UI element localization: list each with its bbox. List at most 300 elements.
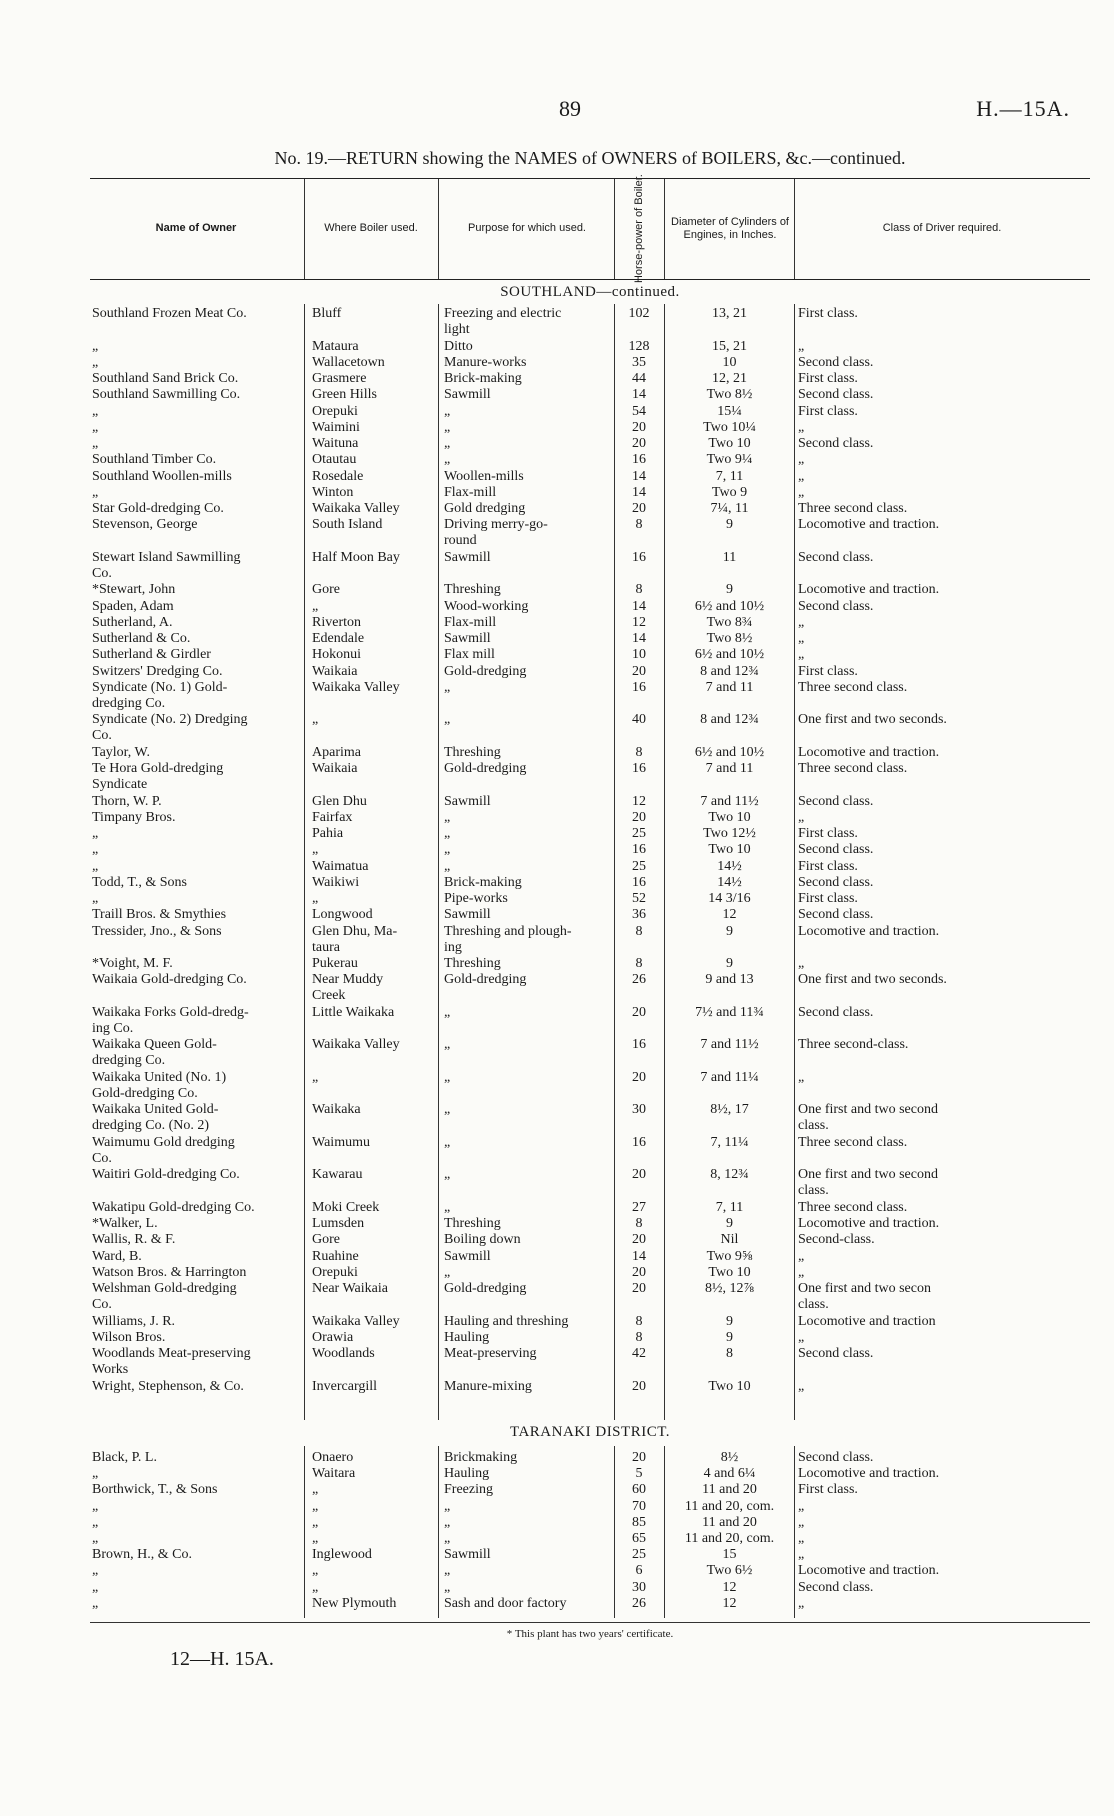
owner-cell: Ward, B. xyxy=(92,1248,142,1264)
where-cell: Grasmere xyxy=(312,371,367,386)
owner-cell: „ xyxy=(92,403,99,419)
cylinders-cell: 9 xyxy=(726,1216,733,1231)
driver-class-cell: Three second class. xyxy=(798,761,908,776)
purpose-cell: „ xyxy=(444,419,451,435)
owner-cell: Waikaka Queen Gold- dredging Co. xyxy=(92,1037,217,1069)
where-cell: Winton xyxy=(312,484,354,500)
where-cell: „ xyxy=(312,1531,319,1546)
cylinders-cell: 8½, 12⅞ xyxy=(705,1281,754,1296)
horse-power-cell: 36 xyxy=(632,907,646,923)
cylinders-cell: 7, 11 xyxy=(715,1199,744,1215)
purpose-cell: „ xyxy=(444,858,451,874)
where-cell: Fairfax xyxy=(312,809,353,825)
driver-class-cell: Second class. xyxy=(798,874,874,890)
horse-power-cell: 20 xyxy=(632,1264,646,1280)
driver-class-cell: Locomotive and traction xyxy=(798,1313,936,1329)
where-cell: Glen Dhu xyxy=(312,793,367,809)
owner-cell: „ xyxy=(92,1498,99,1514)
horse-power-cell: 8 xyxy=(635,1216,643,1231)
cylinders-cell: Two 10 xyxy=(708,1264,751,1280)
cylinders-cell: 11 and 20 xyxy=(702,1514,757,1530)
where-cell: Riverton xyxy=(312,614,361,630)
driver-class-cell: One first and two second class. xyxy=(798,1102,938,1134)
cylinders-cell: 11 xyxy=(722,549,737,565)
owner-cell: „ xyxy=(92,842,99,858)
owner-cell: Brown, H., & Co. xyxy=(92,1547,192,1563)
owner-cell: *Voight, M. F. xyxy=(92,956,173,971)
header-purpose: Purpose for which used. xyxy=(467,222,586,235)
purpose-cell: Sawmill xyxy=(444,907,491,923)
purpose-cell: Gold-dredging xyxy=(444,972,527,988)
horse-power-cell: 52 xyxy=(632,891,646,906)
owner-cell: Taylor, W. xyxy=(92,744,150,760)
cylinders-cell: 7 and 11½ xyxy=(700,1037,759,1053)
where-cell: „ xyxy=(312,842,319,858)
driver-class-cell: Second class. xyxy=(798,907,874,923)
horse-power-cell: 27 xyxy=(632,1199,646,1215)
horse-power-cell: 20 xyxy=(632,436,646,451)
driver-class-cell: Locomotive and traction. xyxy=(798,1216,940,1231)
cylinders-cell: 9 and 13 xyxy=(705,972,754,988)
where-cell: Edendale xyxy=(312,631,365,646)
where-cell: Waikaka Valley xyxy=(312,501,400,516)
owner-cell: Sutherland & Co. xyxy=(92,631,191,646)
purpose-cell: „ xyxy=(444,1037,451,1053)
owner-cell: Welshman Gold-dredging Co. xyxy=(92,1281,237,1312)
cylinders-cell: 8, 12¾ xyxy=(710,1167,749,1183)
driver-class-cell: Second class. xyxy=(798,436,874,451)
where-cell: Waikaka Valley xyxy=(312,1037,400,1053)
header-driver-class: Class of Driver required. xyxy=(882,222,1002,235)
page-header xyxy=(90,96,1090,126)
where-cell: Bluff xyxy=(312,306,342,321)
horse-power-cell: 20 xyxy=(632,1450,646,1465)
purpose-cell: Manure-mixing xyxy=(444,1378,532,1394)
where-cell: Waimatua xyxy=(312,858,369,874)
cylinders-cell: 12, 21 xyxy=(712,371,747,386)
cylinders-cell: Two 12½ xyxy=(703,826,756,841)
cylinders-cell: Two 10 xyxy=(708,436,751,451)
where-cell: Waitara xyxy=(312,1466,356,1482)
where-cell: Longwood xyxy=(312,907,373,923)
driver-class-cell: „ xyxy=(798,1514,805,1530)
owner-cell: „ xyxy=(92,858,99,874)
cylinders-cell: 7 and 11½ xyxy=(700,793,759,809)
purpose-cell: Hauling xyxy=(444,1329,490,1345)
cylinders-cell: 8½ xyxy=(720,1450,739,1465)
horse-power-cell: 20 xyxy=(632,1069,646,1085)
cylinders-cell: 7, 11¼ xyxy=(710,1134,749,1150)
cylinders-cell: 12 xyxy=(722,907,737,923)
driver-class-cell: First class. xyxy=(798,858,858,874)
driver-class-cell: „ xyxy=(798,1248,805,1264)
where-cell: Hokonui xyxy=(312,647,361,663)
driver-class-cell: Locomotive and traction. xyxy=(798,923,940,939)
horse-power-cell: 16 xyxy=(632,842,646,858)
where-cell: „ xyxy=(312,712,319,728)
horse-power-cell: 30 xyxy=(632,1102,646,1118)
purpose-cell: „ xyxy=(444,1579,451,1595)
purpose-cell: Brickmaking xyxy=(444,1450,518,1465)
owner-cell: Wilson Bros. xyxy=(92,1329,166,1345)
purpose-cell: „ xyxy=(444,403,451,419)
where-cell: Orepuki xyxy=(312,403,358,419)
driver-class-cell: „ xyxy=(798,1378,805,1394)
cylinders-cell: 9 xyxy=(726,956,733,971)
driver-class-cell: Locomotive and traction. xyxy=(798,582,940,598)
owner-cell: Syndicate (No. 1) Gold- dredging Co. xyxy=(92,679,228,711)
owner-cell: Star Gold-dredging Co. xyxy=(92,501,224,516)
purpose-cell: „ xyxy=(444,1069,451,1085)
purpose-cell: „ xyxy=(444,1498,451,1514)
purpose-cell: Threshing and plough- ing xyxy=(444,923,572,955)
driver-class-cell: „ xyxy=(798,338,805,354)
header-owner: Name of Owner xyxy=(155,222,237,235)
driver-class-cell: First class. xyxy=(798,306,858,321)
horse-power-cell: 20 xyxy=(632,1167,646,1183)
purpose-cell: „ xyxy=(444,1102,451,1118)
owner-cell: Waikaka Forks Gold-dredg- ing Co. xyxy=(92,1004,249,1036)
cylinders-cell: 6½ and 10½ xyxy=(694,647,765,663)
horse-power-cell: 60 xyxy=(632,1482,646,1498)
return-title: No. 19.—RETURN showing the NAMES of OWNERS of BOILERS, &c.—continued. xyxy=(274,148,906,168)
cylinders-cell: 4 and 6¼ xyxy=(703,1466,756,1482)
horse-power-cell: 20 xyxy=(632,1232,646,1248)
driver-class-cell: Locomotive and traction. xyxy=(798,744,940,760)
owner-cell: Wakatipu Gold-dredging Co. xyxy=(92,1199,255,1215)
horse-power-cell: 8 xyxy=(635,923,643,939)
driver-class-cell: First class. xyxy=(798,663,858,679)
horse-power-cell: 85 xyxy=(632,1514,646,1530)
cylinders-cell: 7 and 11 xyxy=(705,761,754,776)
horse-power-cell: 25 xyxy=(632,858,646,874)
owner-cell: „ xyxy=(92,354,99,370)
purpose-cell: „ xyxy=(444,1514,451,1530)
horse-power-cell: 14 xyxy=(632,484,646,500)
horse-power-cell: 20 xyxy=(632,663,646,679)
driver-class-cell: Second class. xyxy=(798,1004,874,1020)
purpose-cell: „ xyxy=(444,826,451,841)
cylinders-cell: 7½ and 11¾ xyxy=(695,1004,764,1020)
owner-cell: Stewart Island Sawmilling Co. xyxy=(92,549,241,581)
owner-cell: *Stewart, John xyxy=(92,582,176,598)
purpose-cell: Threshing xyxy=(444,582,501,598)
driver-class-cell: One first and two second class. xyxy=(798,1167,938,1199)
horse-power-cell: 65 xyxy=(632,1531,646,1546)
owner-cell: Te Hora Gold-dredging Syndicate xyxy=(92,761,224,792)
driver-class-cell: One first and two secon class. xyxy=(798,1281,931,1312)
owner-cell: „ xyxy=(92,1514,99,1530)
purpose-cell: Sawmill xyxy=(444,1547,491,1563)
cylinders-cell: 11 and 20, com. xyxy=(684,1531,775,1546)
driver-class-cell: First class. xyxy=(798,403,858,419)
owner-cell: Southland Frozen Meat Co. xyxy=(92,306,247,321)
owner-cell: Waikaka United (No. 1) Gold-dredging Co. xyxy=(92,1069,227,1101)
header-horse-power xyxy=(615,174,663,284)
where-cell: Aparima xyxy=(312,744,361,760)
cylinders-cell: 9 xyxy=(726,1313,733,1329)
horse-power-cell: 20 xyxy=(632,1378,646,1394)
horse-power-cell: 16 xyxy=(632,679,646,695)
driver-class-cell: Locomotive and traction. xyxy=(798,1466,940,1482)
cylinders-cell: 8 and 12¾ xyxy=(700,663,759,679)
cylinders-cell: Two 8½ xyxy=(706,387,753,403)
horse-power-cell: 16 xyxy=(632,452,646,468)
purpose-cell: Sawmill xyxy=(444,1248,491,1264)
where-cell: Pukerau xyxy=(312,956,358,971)
driver-class-cell: „ xyxy=(798,956,805,971)
driver-class-cell: First class. xyxy=(798,1482,858,1498)
driver-class-cell: Three second class. xyxy=(798,1199,908,1215)
driver-class-cell: „ xyxy=(798,1264,805,1280)
where-cell: Waikaia xyxy=(312,761,358,776)
cylinders-cell: 15 xyxy=(722,1547,737,1563)
horse-power-cell: 20 xyxy=(632,1004,646,1020)
purpose-cell: „ xyxy=(444,1264,451,1280)
owner-cell: Woodlands Meat-preserving Works xyxy=(92,1346,251,1377)
cylinders-cell: Two 9¼ xyxy=(706,452,753,468)
purpose-cell: „ xyxy=(444,842,451,858)
where-cell: Little Waikaka xyxy=(312,1004,395,1020)
where-cell: „ xyxy=(312,1579,319,1595)
owner-cell: „ xyxy=(92,436,99,451)
owner-cell: Southland Sand Brick Co. xyxy=(92,371,239,386)
driver-class-cell: „ xyxy=(798,1329,805,1345)
owner-cell: Waikaka United Gold- dredging Co. (No. 2) xyxy=(92,1102,219,1134)
where-cell: „ xyxy=(312,1514,319,1530)
owner-cell: Wright, Stephenson, & Co. xyxy=(92,1378,244,1394)
owner-cell: Watson Bros. & Harrington xyxy=(92,1264,247,1280)
cylinders-cell: 11 and 20 xyxy=(702,1482,757,1498)
owner-cell: „ xyxy=(92,419,99,435)
purpose-cell: Flax mill xyxy=(444,647,495,663)
horse-power-cell: 8 xyxy=(635,582,643,598)
cylinders-cell: Two 10¼ xyxy=(703,419,756,435)
horse-power-cell: 26 xyxy=(632,972,646,988)
cylinders-cell: 14½ xyxy=(717,874,742,890)
horse-power-cell: 12 xyxy=(632,614,646,630)
cylinders-cell: 8½, 17 xyxy=(710,1102,749,1118)
owner-cell: Stevenson, George xyxy=(92,517,198,533)
driver-class-cell: Second class. xyxy=(798,1450,874,1465)
horse-power-cell: 128 xyxy=(628,338,650,354)
purpose-cell: Threshing xyxy=(444,1216,501,1231)
purpose-cell: „ xyxy=(444,1134,451,1150)
horse-power-cell: 54 xyxy=(632,403,646,419)
owner-cell: Waitiri Gold-dredging Co. xyxy=(92,1167,240,1183)
driver-class-cell: Second class. xyxy=(798,1579,874,1595)
header-cylinders: Diameter of Cylinders of Engines, in Inches. xyxy=(671,215,789,241)
purpose-cell: Sawmill xyxy=(444,387,491,403)
horse-power-cell: 8 xyxy=(635,956,643,971)
purpose-cell: Sawmill xyxy=(444,631,491,646)
purpose-cell: Driving merry-go- round xyxy=(444,517,548,549)
horse-power-cell: 5 xyxy=(635,1466,643,1482)
cylinders-cell: Two 10 xyxy=(708,842,751,858)
purpose-cell: Hauling and threshing xyxy=(444,1313,569,1329)
cylinders-cell: 8 and 12¾ xyxy=(700,712,759,728)
driver-class-cell: „ xyxy=(798,484,805,500)
purpose-cell: „ xyxy=(444,1563,451,1579)
owner-cell: Sutherland, A. xyxy=(92,614,173,630)
owner-cell: Timpany Bros. xyxy=(92,809,176,825)
cylinders-cell: 6½ and 10½ xyxy=(694,744,765,760)
owner-cell: Southland Timber Co. xyxy=(92,452,217,468)
where-cell: Green Hills xyxy=(312,387,377,403)
cylinders-cell: 9 xyxy=(726,923,733,939)
driver-class-cell: Second class. xyxy=(798,793,874,809)
horse-power-cell: 40 xyxy=(632,712,646,728)
owner-cell: Sutherland & Girdler xyxy=(92,647,211,663)
horse-power-cell: 12 xyxy=(632,793,646,809)
horse-power-cell: 14 xyxy=(632,1248,646,1264)
cylinders-cell: 7¼, 11 xyxy=(710,501,749,516)
owner-cell: Waikaia Gold-dredging Co. xyxy=(92,972,247,988)
cylinders-cell: 10 xyxy=(722,354,737,370)
cylinders-cell: 7 and 11¼ xyxy=(700,1069,759,1085)
driver-class-cell: One first and two seconds. xyxy=(798,972,947,988)
driver-class-cell: Three second class. xyxy=(798,1134,908,1150)
owner-cell: „ xyxy=(92,1595,99,1611)
owner-cell: „ xyxy=(92,484,99,500)
where-cell: Invercargill xyxy=(312,1378,378,1394)
document-reference: H.—15A. xyxy=(976,96,1070,121)
where-cell: Half Moon Bay xyxy=(312,549,400,565)
purpose-cell: Sawmill xyxy=(444,549,491,565)
purpose-cell: „ xyxy=(444,1199,451,1215)
header-where: Where Boiler used. xyxy=(324,222,418,235)
purpose-cell: „ xyxy=(444,436,451,451)
driver-class-cell: Three second class. xyxy=(798,501,908,516)
horse-power-cell: 14 xyxy=(632,387,646,403)
purpose-cell: Brick-making xyxy=(444,874,522,890)
cylinders-cell: Two 6½ xyxy=(706,1563,753,1579)
where-cell: Gore xyxy=(312,582,340,598)
driver-class-cell: „ xyxy=(798,1069,805,1085)
owner-cell: Borthwick, T., & Sons xyxy=(92,1482,218,1498)
purpose-cell: Gold-dredging xyxy=(444,761,527,776)
where-cell: „ xyxy=(312,1482,319,1498)
where-cell: Waimumu xyxy=(312,1134,370,1150)
where-cell: Kawarau xyxy=(312,1167,363,1183)
horse-power-cell: 20 xyxy=(632,1281,646,1296)
cylinders-cell: Two 9⅝ xyxy=(706,1248,753,1264)
driver-class-cell: First class. xyxy=(798,371,858,386)
owner-cell: Tressider, Jno., & Sons xyxy=(92,923,222,939)
purpose-cell: Meat-preserving xyxy=(444,1346,537,1361)
horse-power-cell: 44 xyxy=(632,371,646,386)
purpose-cell: Gold-dredging xyxy=(444,663,527,679)
purpose-cell: „ xyxy=(444,1004,451,1020)
where-cell: „ xyxy=(312,1563,319,1579)
footer-reference: 12—H. 15A. xyxy=(170,1648,274,1670)
driver-class-cell: „ xyxy=(798,614,805,630)
page-number: 89 xyxy=(559,96,581,121)
driver-class-cell: Three second-class. xyxy=(798,1037,909,1053)
cylinders-cell: Nil xyxy=(720,1232,739,1248)
horse-power-cell: 42 xyxy=(632,1346,646,1361)
where-cell: New Plymouth xyxy=(312,1595,397,1611)
horse-power-cell: 8 xyxy=(635,1313,643,1329)
purpose-cell: Flax-mill xyxy=(444,484,497,500)
header-horse-power-text: Horse-power of Boiler. xyxy=(632,174,645,284)
where-cell: Pahia xyxy=(312,826,344,841)
cylinders-cell: 15, 21 xyxy=(712,338,747,354)
section-southland-title: SOUTHLAND—continued. xyxy=(500,284,680,300)
where-cell: Wallacetown xyxy=(312,354,385,370)
driver-class-cell: Locomotive and traction. xyxy=(798,1563,940,1579)
owner-cell: „ xyxy=(92,338,99,354)
purpose-cell: Boiling down xyxy=(444,1232,521,1248)
owner-cell: „ xyxy=(92,1531,99,1546)
owner-cell: Thorn, W. P. xyxy=(92,793,162,809)
where-cell: Inglewood xyxy=(312,1547,372,1563)
cylinders-cell: Two 9 xyxy=(711,484,748,500)
cylinders-cell: 14 3/16 xyxy=(708,891,751,906)
driver-class-cell: „ xyxy=(798,631,805,646)
where-cell: Ruahine xyxy=(312,1248,359,1264)
driver-class-cell: „ xyxy=(798,647,805,663)
purpose-cell: „ xyxy=(444,1167,451,1183)
where-cell: „ xyxy=(312,1069,319,1085)
horse-power-cell: 25 xyxy=(632,1547,646,1563)
where-cell: Waituna xyxy=(312,436,359,451)
horse-power-cell: 8 xyxy=(635,1329,643,1345)
purpose-cell: Hauling xyxy=(444,1466,490,1482)
horse-power-cell: 16 xyxy=(632,761,646,776)
horse-power-cell: 16 xyxy=(632,1037,646,1053)
driver-class-cell: Second class. xyxy=(798,598,874,614)
owner-cell: „ xyxy=(92,826,99,841)
where-cell: Lumsden xyxy=(312,1216,365,1231)
purpose-cell: „ xyxy=(444,809,451,825)
purpose-cell: „ xyxy=(444,1531,451,1546)
purpose-cell: Manure-works xyxy=(444,354,527,370)
horse-power-cell: 14 xyxy=(632,598,646,614)
where-cell: Onaero xyxy=(312,1450,354,1465)
where-cell: Otautau xyxy=(312,452,357,468)
cylinders-cell: 9 xyxy=(726,582,733,598)
driver-class-cell: Second class. xyxy=(798,1346,874,1361)
owner-cell: Syndicate (No. 2) Dredging Co. xyxy=(92,712,248,744)
owner-cell: Waimumu Gold dredging Co. xyxy=(92,1134,235,1166)
where-cell: Waikaka xyxy=(312,1102,361,1118)
driver-class-cell: „ xyxy=(798,1531,805,1546)
owner-cell: Switzers' Dredging Co. xyxy=(92,663,223,679)
owner-cell: Black, P. L. xyxy=(92,1450,157,1465)
where-cell: Moki Creek xyxy=(312,1199,380,1215)
horse-power-cell: 25 xyxy=(632,826,646,841)
where-cell: Gore xyxy=(312,1232,340,1248)
purpose-cell: Wood-working xyxy=(444,598,529,614)
where-cell: Near Muddy Creek xyxy=(312,972,384,1004)
driver-class-cell: „ xyxy=(798,1498,805,1514)
purpose-cell: Threshing xyxy=(444,956,501,971)
horse-power-cell: 6 xyxy=(635,1563,643,1579)
where-cell: Waikaia xyxy=(312,663,358,679)
purpose-cell: „ xyxy=(444,712,451,728)
cylinders-cell: Two 10 xyxy=(708,809,751,825)
cylinders-cell: 7 and 11 xyxy=(705,679,754,695)
owner-cell: Southland Sawmilling Co. xyxy=(92,387,241,403)
driver-class-cell: „ xyxy=(798,1595,805,1611)
horse-power-cell: 14 xyxy=(632,631,646,646)
driver-class-cell: Second class. xyxy=(798,354,874,370)
purpose-cell: Threshing xyxy=(444,744,501,760)
purpose-cell: „ xyxy=(444,679,451,695)
driver-class-cell: „ xyxy=(798,468,805,484)
cylinders-cell: 15¼ xyxy=(717,403,742,419)
